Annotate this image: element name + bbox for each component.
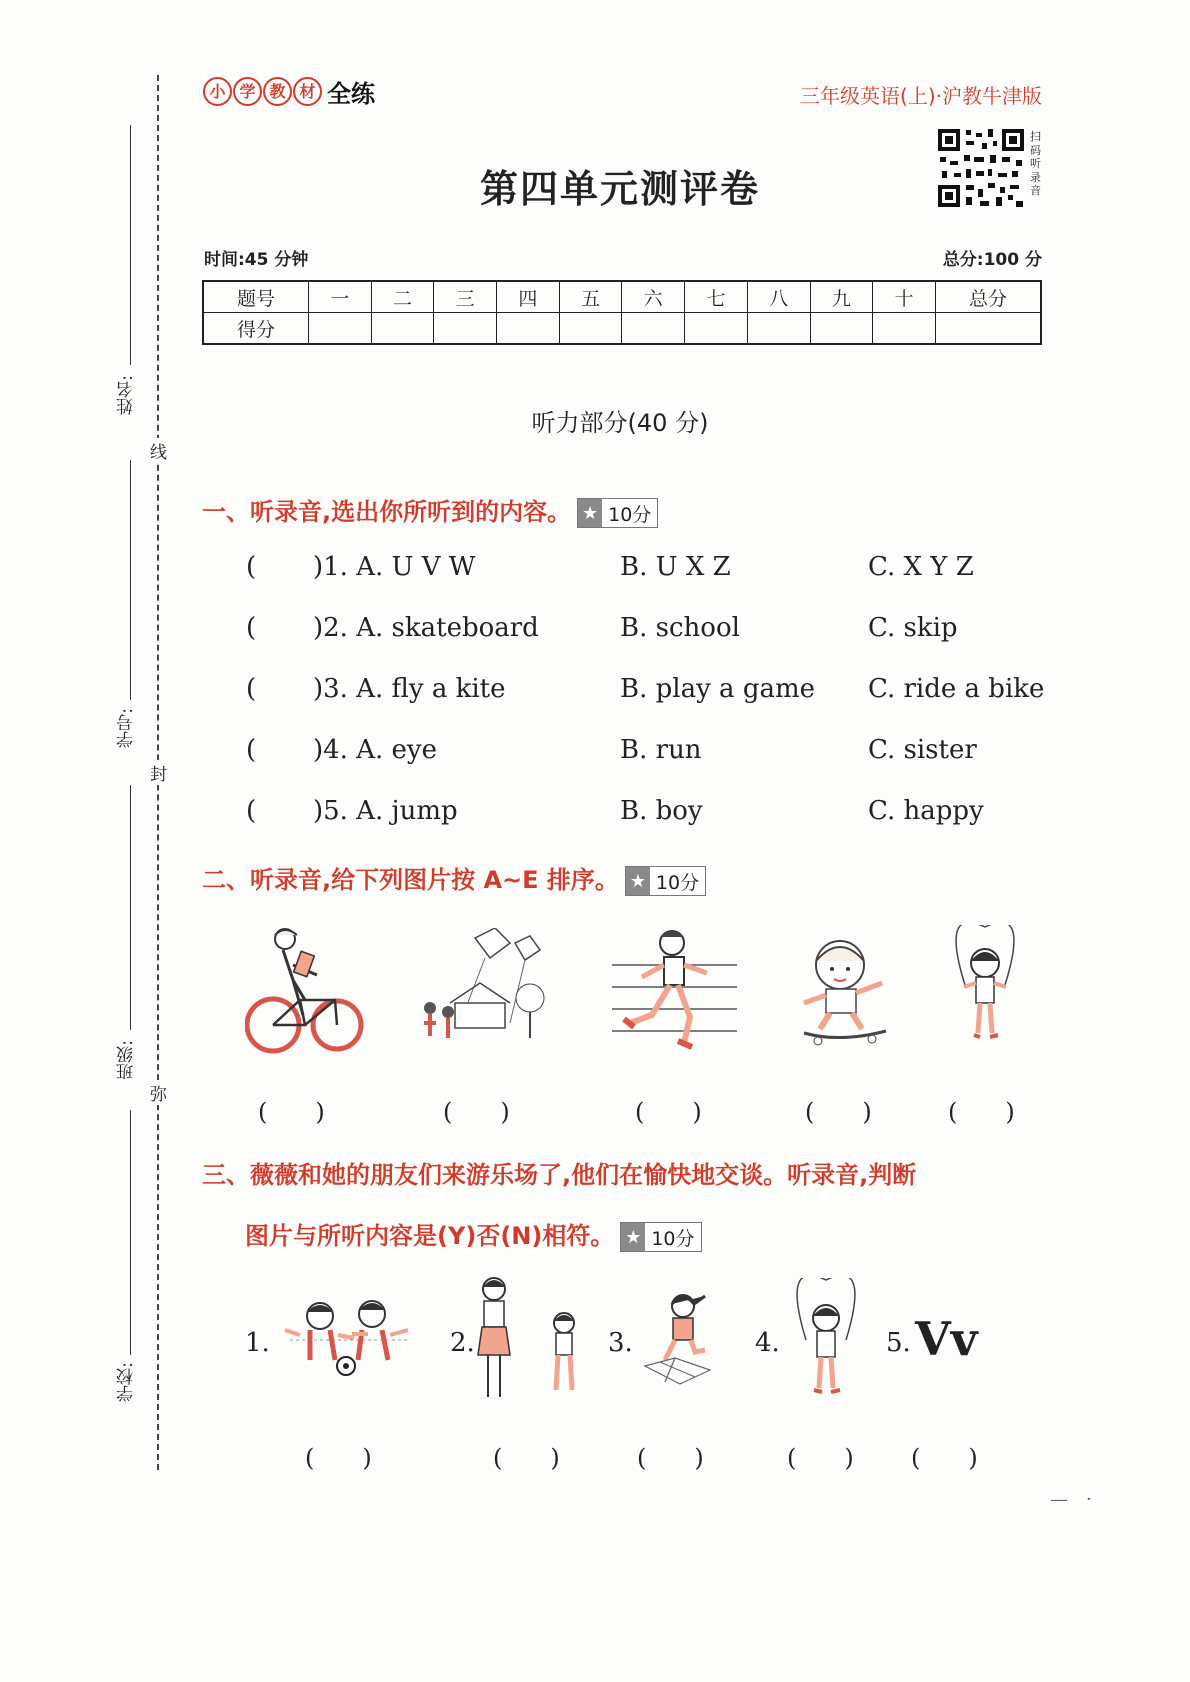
- brand-logo: [203, 74, 375, 109]
- page-title: 第四单元测评卷: [479, 167, 760, 211]
- score-cell[interactable]: [371, 313, 434, 345]
- score-cell[interactable]: [497, 313, 560, 345]
- score-header-cell: 四: [497, 281, 560, 313]
- qr-caption-char: 码: [1030, 143, 1041, 157]
- class-underline: [130, 785, 131, 1030]
- brand-char: 材: [293, 77, 322, 106]
- item-option-a: )4. A. eye: [313, 735, 437, 765]
- school-underline: [130, 1110, 131, 1355]
- picture-number: 4.: [755, 1328, 780, 1358]
- answer-blank-open[interactable]: (: [246, 552, 257, 582]
- score-table-score-row: [203, 313, 1041, 345]
- seal-char-line: 线: [150, 438, 167, 463]
- qr-caption-char: 扫: [1030, 130, 1041, 143]
- score-header-cell: 十: [873, 281, 936, 313]
- item-option-b: B. U X Z: [620, 552, 731, 582]
- section3-title-line2: [245, 1216, 702, 1252]
- section2-title-text: 二、听录音,给下列图片按 A~E 排序。: [202, 866, 619, 894]
- picture-number: 2.: [450, 1328, 475, 1358]
- points-badge: [577, 498, 658, 528]
- star-icon: ★: [626, 867, 650, 895]
- score-cell[interactable]: [747, 313, 810, 345]
- points-badge: [620, 1222, 701, 1252]
- answer-blank[interactable]: ( ): [258, 1098, 325, 1126]
- section3-title-line1: 三、薇薇和她的朋友们来游乐场了,他们在愉快地交谈。听录音,判断: [202, 1161, 917, 1189]
- answer-blank-open[interactable]: (: [246, 674, 257, 704]
- score-table: [202, 280, 1042, 345]
- item-option-b: B. school: [620, 613, 740, 643]
- score-cell[interactable]: [936, 313, 1042, 345]
- answer-blank-open[interactable]: (: [246, 735, 257, 765]
- time-limit: 时间:45 分钟: [204, 250, 309, 270]
- seal-char-seal: 封: [150, 760, 167, 785]
- star-icon: ★: [578, 499, 602, 527]
- qr-caption: [1030, 130, 1044, 198]
- answer-blank[interactable]: ( ): [805, 1098, 872, 1126]
- answer-blank[interactable]: ( ): [443, 1098, 510, 1126]
- item-option-c: C. skip: [868, 613, 958, 643]
- letters-vv: Vv: [915, 1312, 978, 1366]
- boys-playing-football-image: [280, 1290, 420, 1380]
- item-option-a: )3. A. fly a kite: [313, 674, 506, 704]
- listening-section-title: 听力部分(40 分): [531, 409, 709, 437]
- boy-riding-bike-image: [245, 925, 365, 1055]
- score-cell[interactable]: [622, 313, 685, 345]
- girl-skipping-rope-image: [940, 925, 1030, 1055]
- boy-running-image: [612, 925, 737, 1055]
- answer-blank-open[interactable]: (: [246, 613, 257, 643]
- item-option-a: )5. A. jump: [313, 796, 458, 826]
- score-table-header-row: [203, 281, 1041, 313]
- qr-code-icon[interactable]: [936, 127, 1026, 209]
- points-text: 10分: [608, 503, 652, 526]
- page-marker: — ·: [1050, 1489, 1092, 1510]
- score-cell[interactable]: [309, 313, 372, 345]
- girl-playing-hopscotch-image: [635, 1288, 730, 1388]
- score-cell[interactable]: [810, 313, 873, 345]
- score-header-cell: 总分: [936, 281, 1042, 313]
- answer-blank[interactable]: ( ): [911, 1444, 978, 1472]
- star-icon: ★: [621, 1223, 645, 1251]
- item-option-b: B. play a game: [620, 674, 815, 704]
- item-option-c: C. X Y Z: [868, 552, 974, 582]
- item-option-a: )2. A. skateboard: [313, 613, 539, 643]
- score-header-cell: 二: [371, 281, 434, 313]
- brand-char: 小: [203, 77, 232, 106]
- qr-caption-char: 音: [1030, 184, 1041, 197]
- brand-full: 全练: [327, 80, 375, 108]
- item-option-c: C. ride a bike: [868, 674, 1045, 704]
- total-score: 总分:100 分: [942, 250, 1042, 270]
- boy-skateboarding-image: [790, 925, 910, 1055]
- student-no-label: 学号:: [117, 708, 137, 748]
- picture-number: 5.: [886, 1328, 911, 1358]
- girl-skipping-rope-image: [786, 1278, 866, 1403]
- seal-char-secret: 弥: [150, 1080, 167, 1105]
- answer-blank-open[interactable]: (: [246, 796, 257, 826]
- section2-title: [202, 860, 706, 896]
- item-option-c: C. sister: [868, 735, 977, 765]
- children-flying-kite-image: [415, 928, 565, 1053]
- item-option-c: C. happy: [868, 796, 984, 826]
- section1-title: [202, 492, 658, 528]
- woman-and-boy-talking-image: [472, 1275, 587, 1405]
- item-option-b: B. boy: [620, 796, 703, 826]
- brand-char: 教: [263, 77, 292, 106]
- section3-title-text: 图片与所听内容是(Y)否(N)相符。: [245, 1222, 615, 1250]
- score-row-label: 得分: [203, 313, 309, 345]
- brand-char: 学: [233, 77, 262, 106]
- answer-blank[interactable]: ( ): [305, 1444, 372, 1472]
- score-cell[interactable]: [434, 313, 497, 345]
- score-header-cell: 九: [810, 281, 873, 313]
- score-header-cell: 一: [309, 281, 372, 313]
- answer-blank[interactable]: ( ): [493, 1444, 560, 1472]
- score-header-cell: 八: [747, 281, 810, 313]
- points-badge: [625, 866, 706, 896]
- item-option-a: )1. A. U V W: [313, 552, 476, 582]
- student-no-underline: [130, 460, 131, 700]
- score-header-cell: 题号: [203, 281, 309, 313]
- picture-number: 3.: [608, 1328, 633, 1358]
- answer-blank[interactable]: ( ): [637, 1444, 704, 1472]
- points-text: 10分: [651, 1227, 695, 1250]
- points-text: 10分: [655, 871, 700, 894]
- item-option-b: B. run: [620, 735, 702, 765]
- score-header-cell: 五: [559, 281, 622, 313]
- score-cell[interactable]: [685, 313, 748, 345]
- score-header-cell: 三: [434, 281, 497, 313]
- score-cell[interactable]: [873, 313, 936, 345]
- section1-title-text: 一、听录音,选出你所听到的内容。: [202, 498, 572, 526]
- answer-blank[interactable]: ( ): [948, 1098, 1015, 1126]
- score-cell[interactable]: [559, 313, 622, 345]
- class-label: 班级:: [117, 1040, 137, 1080]
- name-label: 姓名:: [117, 375, 137, 415]
- edition-label: 三年级英语(上)·沪教牛津版: [800, 84, 1042, 108]
- picture-number: 1.: [245, 1328, 270, 1358]
- answer-blank[interactable]: ( ): [787, 1444, 854, 1472]
- score-header-cell: 六: [622, 281, 685, 313]
- school-label: 学校:: [117, 1362, 137, 1402]
- qr-caption-char: 录: [1030, 170, 1041, 184]
- score-header-cell: 七: [685, 281, 748, 313]
- answer-blank[interactable]: ( ): [635, 1098, 702, 1126]
- qr-caption-char: 听: [1030, 157, 1041, 170]
